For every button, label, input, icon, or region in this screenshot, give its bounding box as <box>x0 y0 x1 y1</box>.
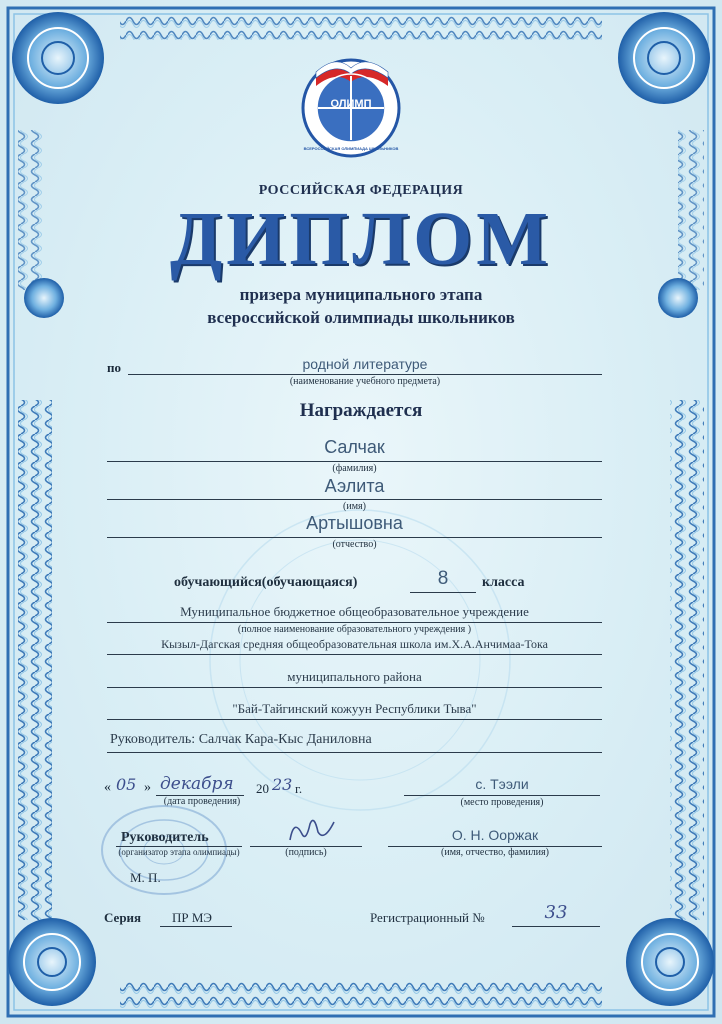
school-line4-rule <box>107 719 602 720</box>
subject-caption: (наименование учебного предмета) <box>289 376 441 387</box>
grade-line <box>410 592 476 593</box>
grade-suffix: класса <box>482 575 525 590</box>
signatory-role: Руководитель <box>121 830 209 845</box>
patronymic-line <box>107 537 602 538</box>
olympiad-emblem <box>296 50 406 160</box>
place-value: с. Тээли <box>475 776 529 792</box>
school-line3: муниципального района <box>287 669 422 684</box>
country-heading: РОССИЙСКАЯ ФЕДЕРАЦИЯ <box>258 183 464 198</box>
subject-prefix: по <box>107 360 121 375</box>
series-line <box>160 926 232 927</box>
date-caption: (дата проведения) <box>163 796 241 807</box>
name-value: Аэлита <box>324 476 385 496</box>
patronymic-caption: (отчество) <box>332 539 377 550</box>
place-caption: (место проведения) <box>460 797 544 808</box>
school-caption: (полное наименование образовательного учреждения ) <box>237 624 472 635</box>
reg-line <box>512 926 600 927</box>
series-value: ПР МЭ <box>172 910 213 925</box>
surname-value: Салчак <box>324 437 385 457</box>
date-year: 23 <box>272 775 293 794</box>
date-year-prefix: 20 <box>256 781 269 796</box>
subtitle-line2: всероссийской олимпиады школьников <box>207 308 515 327</box>
signature-scribble-icon <box>284 812 344 848</box>
date-quote-close: » <box>144 780 151 795</box>
emblem-ring-text: ВСЕРОССИЙСКАЯ ОЛИМПИАДА ШКОЛЬНИКОВ <box>303 146 399 151</box>
subject-value: родной литературе <box>302 356 428 372</box>
school-line3-rule <box>107 687 602 688</box>
surname-caption: (фамилия) <box>332 463 377 474</box>
name-caption: (имя) <box>343 501 366 512</box>
school-line1-rule <box>107 622 602 623</box>
reg-label: Регистрационный № <box>370 910 485 925</box>
school-line2: Кызыл-Дагская средняя общеобразовательная школа им.Х.А.Анчимаа-Тока <box>161 637 548 651</box>
document-title: ДИПЛОМ <box>170 197 552 281</box>
signatory-name: О. Н. Ооржак <box>451 827 539 843</box>
school-leader: Руководитель: Салчак Кара-Кыс Даниловна <box>110 732 372 747</box>
signatory-name-caption: (имя, отчество, фамилия) <box>441 847 549 858</box>
name-line <box>107 499 602 500</box>
patronymic-value: Артышовна <box>306 513 403 533</box>
place-line <box>404 795 600 796</box>
signature-caption: (подпись) <box>285 847 327 858</box>
awarded-label: Награждается <box>299 400 423 421</box>
emblem-letters: ОЛИМП <box>330 98 372 110</box>
school-line2-rule <box>107 654 602 655</box>
school-line1: Муниципальное бюджетное общеобразовательное учреждение <box>180 604 529 619</box>
stamp-label: М. П. <box>130 870 161 885</box>
grade-value: 8 <box>437 568 449 589</box>
date-quote-open: « <box>104 780 111 795</box>
school-leader-rule <box>107 752 602 753</box>
subtitle-line1: призера муниципального этапа <box>239 285 483 304</box>
date-day: 05 <box>116 775 137 794</box>
subject-line <box>128 374 602 375</box>
series-label: Серия <box>104 910 142 925</box>
grade-prefix: обучающийся(обучающаяся) <box>174 575 358 590</box>
date-year-suffix: г. <box>295 781 303 796</box>
date-month: декабря <box>160 774 234 794</box>
surname-line <box>107 461 602 462</box>
school-line4: "Бай-Тайгинский кожуун Республики Тыва" <box>232 701 477 716</box>
signatory-role-caption: (организатор этапа олимпиады) <box>118 847 240 857</box>
reg-value: 33 <box>544 902 568 923</box>
